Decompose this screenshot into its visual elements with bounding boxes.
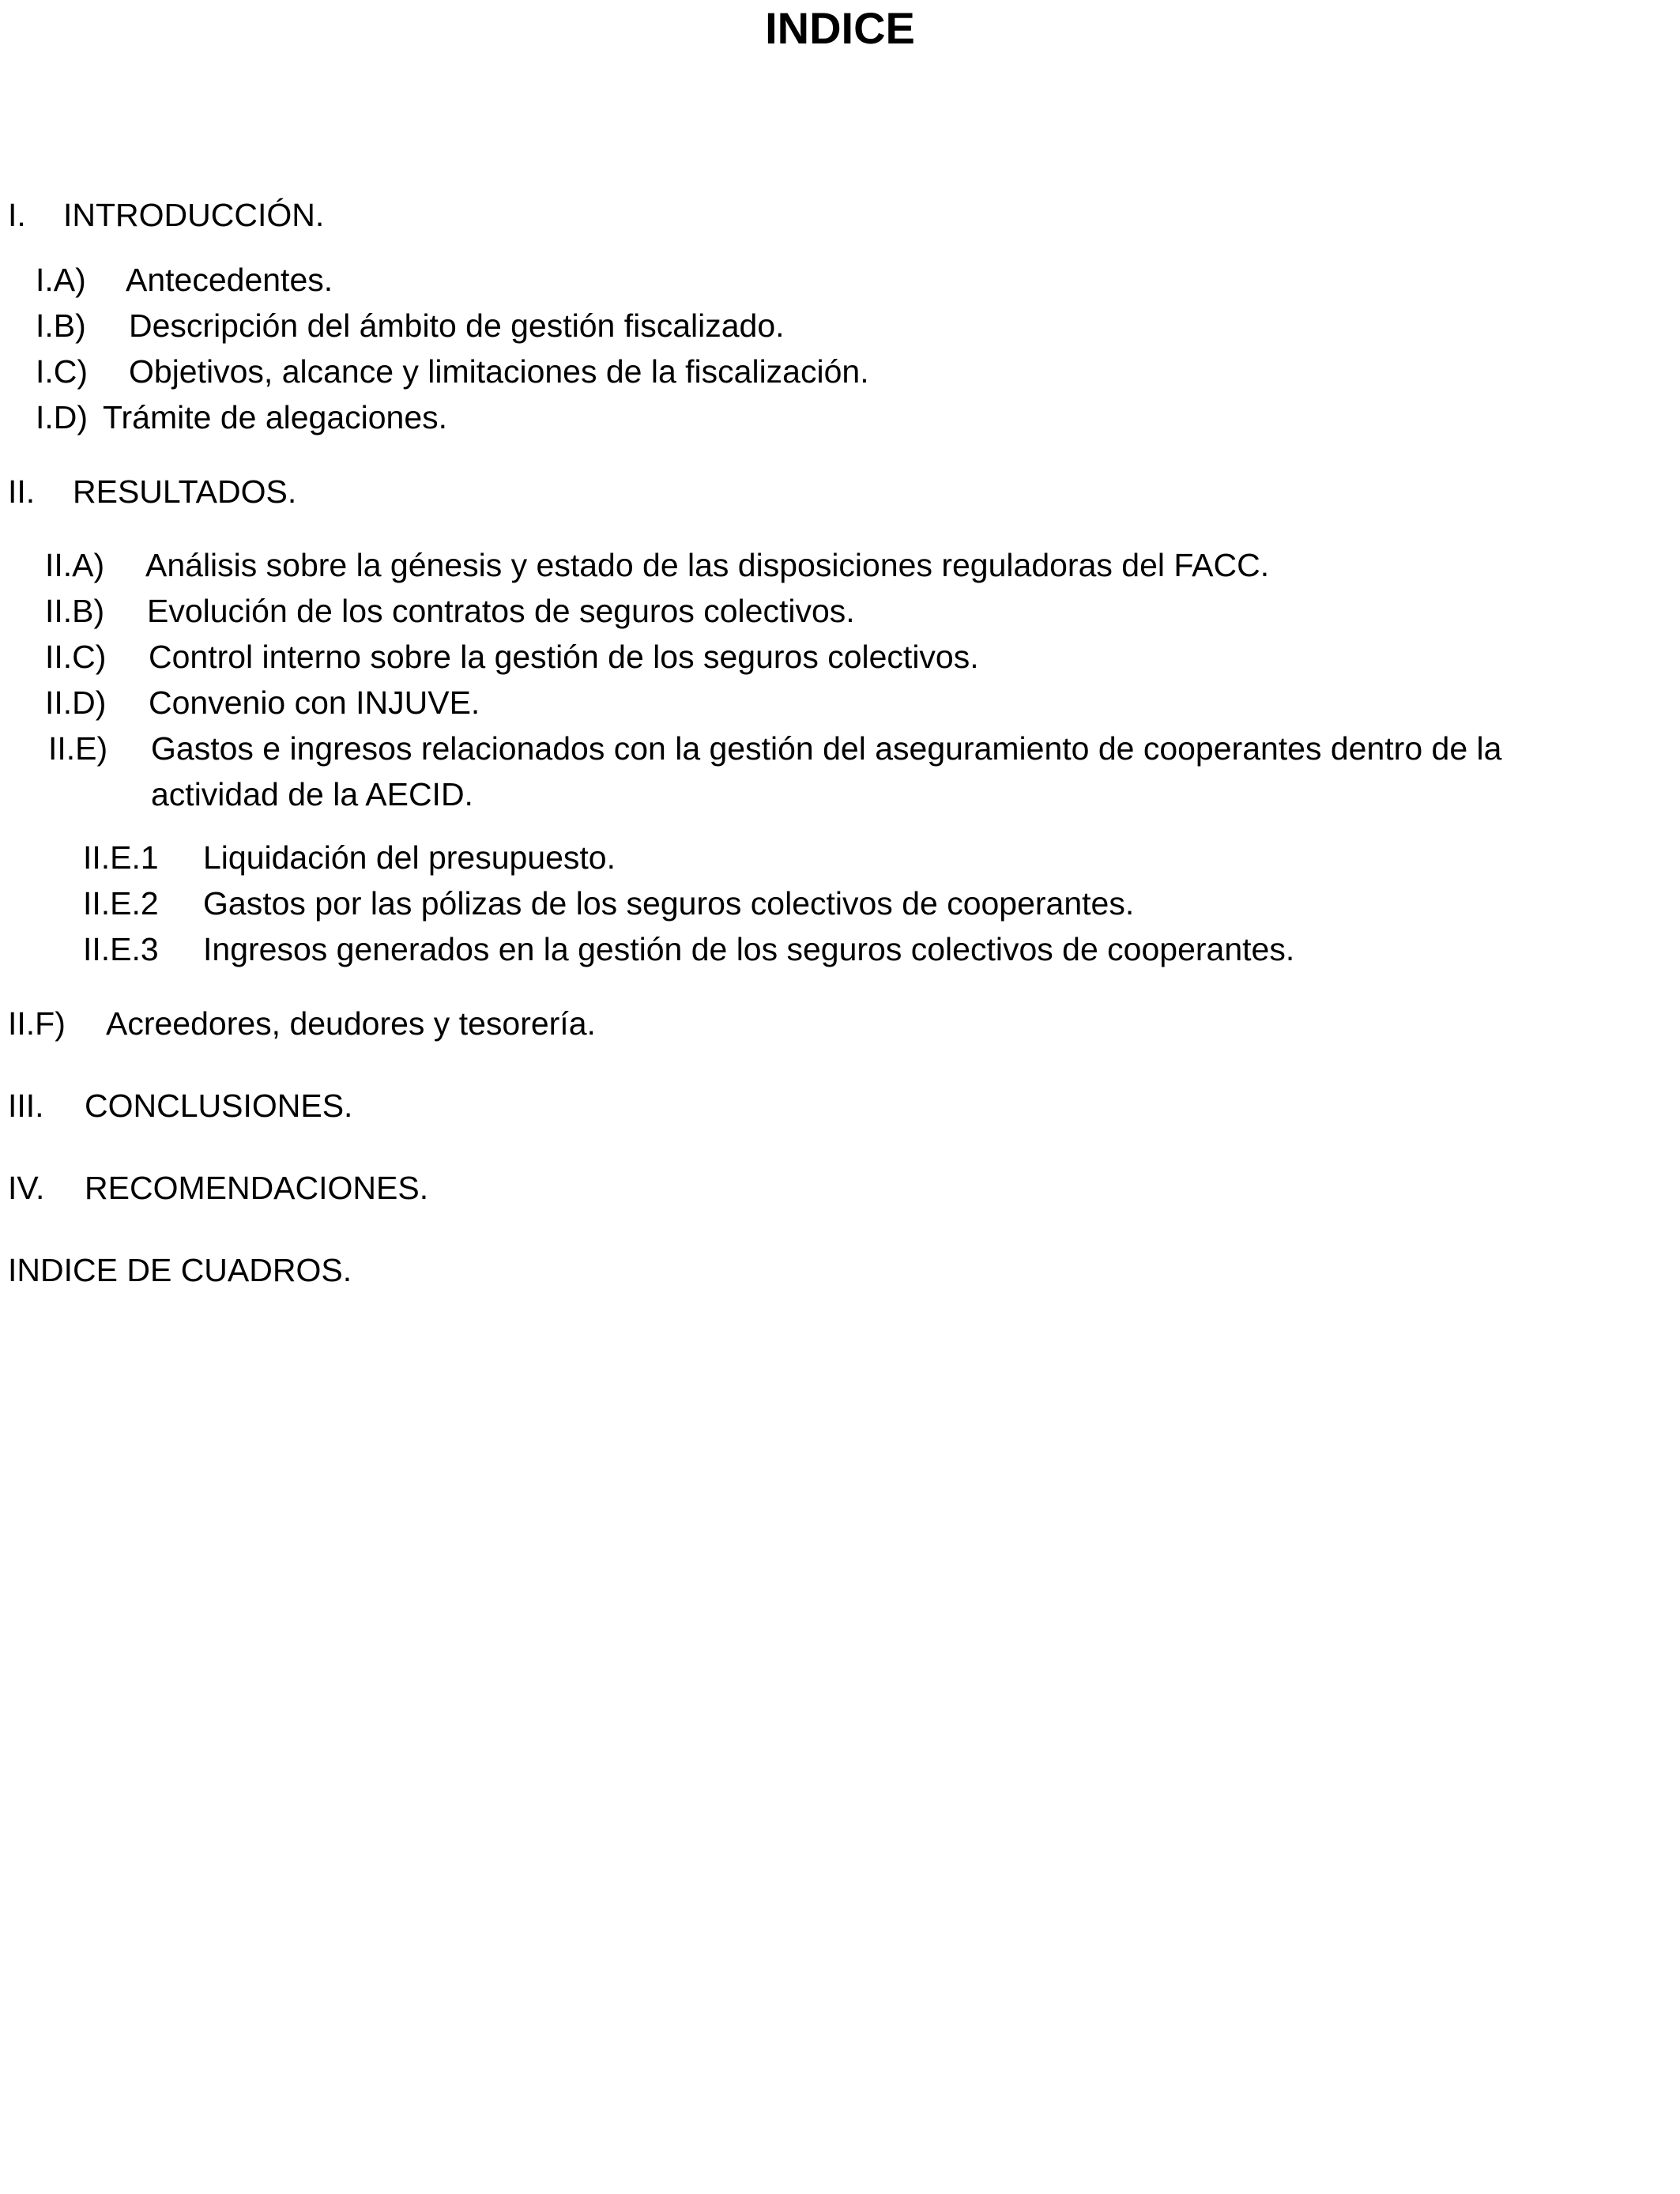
toc-entry-number: I. bbox=[8, 197, 26, 233]
toc-entry-number: II.E.2 bbox=[83, 885, 159, 922]
toc-entry-text: INTRODUCCIÓN. bbox=[63, 197, 325, 233]
toc-entry-number: II.D) bbox=[45, 684, 107, 721]
toc-entry-number: III. bbox=[8, 1088, 44, 1124]
toc-entry-text: Trámite de alegaciones. bbox=[103, 399, 448, 435]
toc-entry-number: II.B) bbox=[45, 593, 105, 629]
toc-entry-text: Acreedores, deudores y tesorería. bbox=[106, 1005, 596, 1042]
toc-entry-text: INDICE DE CUADROS. bbox=[8, 1252, 352, 1288]
toc-entry-text: Liquidación del presupuesto. bbox=[203, 839, 616, 876]
toc-entry-text-line2: actividad de la AECID. bbox=[151, 776, 473, 812]
toc-entry-number: II.F) bbox=[8, 1005, 66, 1042]
toc-entry-number: I.A) bbox=[36, 262, 86, 298]
toc-entry-number: II.E) bbox=[48, 730, 108, 767]
toc-entry-number: I.B) bbox=[36, 307, 86, 344]
toc-entry-text: Objetivos, alcance y limitaciones de la fiscalización. bbox=[129, 353, 869, 390]
toc-entry-text: Convenio con INJUVE. bbox=[149, 684, 480, 721]
toc-entry-text: RECOMENDACIONES. bbox=[85, 1170, 429, 1206]
toc-entry-text: Gastos por las pólizas de los seguros colectivos de cooperantes. bbox=[203, 885, 1135, 922]
toc-entry-number: II.C) bbox=[45, 639, 107, 675]
toc-entry-number: IV. bbox=[8, 1170, 45, 1206]
toc-entry-text-line1: Gastos e ingresos relacionados con la gestión del aseguramiento de cooperantes dentro de la bbox=[151, 730, 1502, 767]
toc-entry-number: II.A) bbox=[45, 547, 105, 583]
toc-entry-text: Análisis sobre la génesis y estado de las disposiciones reguladoras del FACC. bbox=[145, 547, 1270, 583]
toc-entry-number: II. bbox=[8, 473, 36, 510]
toc-entry-number: I.D) bbox=[36, 399, 89, 435]
toc-entry-text: Antecedentes. bbox=[126, 262, 333, 298]
toc-entry-text: Evolución de los contratos de seguros colectivos. bbox=[147, 593, 855, 629]
toc-entry-gastos-ingresos bbox=[48, 729, 1676, 816]
toc-entry-text: CONCLUSIONES. bbox=[85, 1088, 353, 1124]
toc-entry-number: I.C) bbox=[36, 353, 89, 390]
toc-entry-number: II.E.1 bbox=[83, 839, 159, 876]
toc-entry-text: RESULTADOS. bbox=[73, 473, 297, 510]
toc-entry-text: Control interno sobre la gestión de los seguros colectivos. bbox=[149, 639, 979, 675]
toc-entry-text: Ingresos generados en la gestión de los seguros colectivos de cooperantes. bbox=[203, 931, 1295, 967]
toc-entry-number: II.E.3 bbox=[83, 931, 159, 967]
page-title: INDICE bbox=[765, 3, 915, 53]
toc-entry-text: Descripción del ámbito de gestión fiscalizado. bbox=[129, 307, 785, 344]
